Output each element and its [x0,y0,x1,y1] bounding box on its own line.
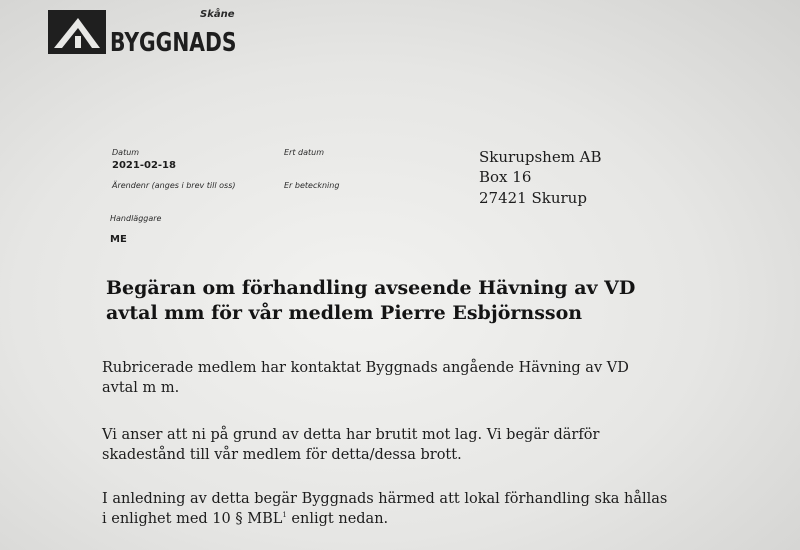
handlaggare-value: ME [110,234,127,245]
paragraph-3 [102,489,722,529]
paragraph-3-line-1: I anledning av detta begär Byggnads härmed att lokal förhandling ska hållas [102,491,668,507]
paragraph-2-line-1: Vi anser att ni på grund av detta har brutit mot lag. Vi begär därför [102,427,600,443]
byggnads-logo-mark-icon [48,10,106,54]
paragraph-2-line-2: skadestånd till vår medlem för detta/dessa brott. [102,447,462,463]
paragraph-1-line-2: avtal m m. [102,380,180,396]
handlaggare-label: Handläggare [110,214,162,223]
recipient-postal: 27421 Skurup [479,189,587,207]
paragraph-3-line-2 [102,509,722,529]
byggnads-logo [48,8,248,58]
paragraph-2 [102,425,722,465]
recipient-box: Box 16 [479,168,532,186]
datum-label: Datum [112,148,140,157]
paragraph-1 [102,358,722,398]
logo-region: Skåne [200,9,235,20]
datum-value: 2021-02-18 [112,160,176,171]
footnote-marker: 1 [282,511,287,520]
title-line-2: avtal mm för vår medlem Pierre Esbjörnsson [106,302,583,324]
er-beteckning-label: Er beteckning [284,181,340,190]
paragraph-1-line-1: Rubricerade medlem har kontaktat Byggnads angående Hävning av VD [102,360,629,376]
ert-datum-label: Ert datum [284,148,325,157]
logo-wordmark: BYGGNADS [110,28,237,58]
letter-title [106,276,746,326]
paragraph-3-line-2-end: enligt nedan. [286,511,389,527]
paragraph-3-line-2-text: i enlighet med 10 § MBL [102,511,283,527]
arendenr-label: Ärendenr (anges i brev till oss) [112,181,236,190]
recipient-name: Skurupshem AB [479,148,602,166]
title-line-1: Begäran om förhandling avseende Hävning av VD [106,277,636,299]
